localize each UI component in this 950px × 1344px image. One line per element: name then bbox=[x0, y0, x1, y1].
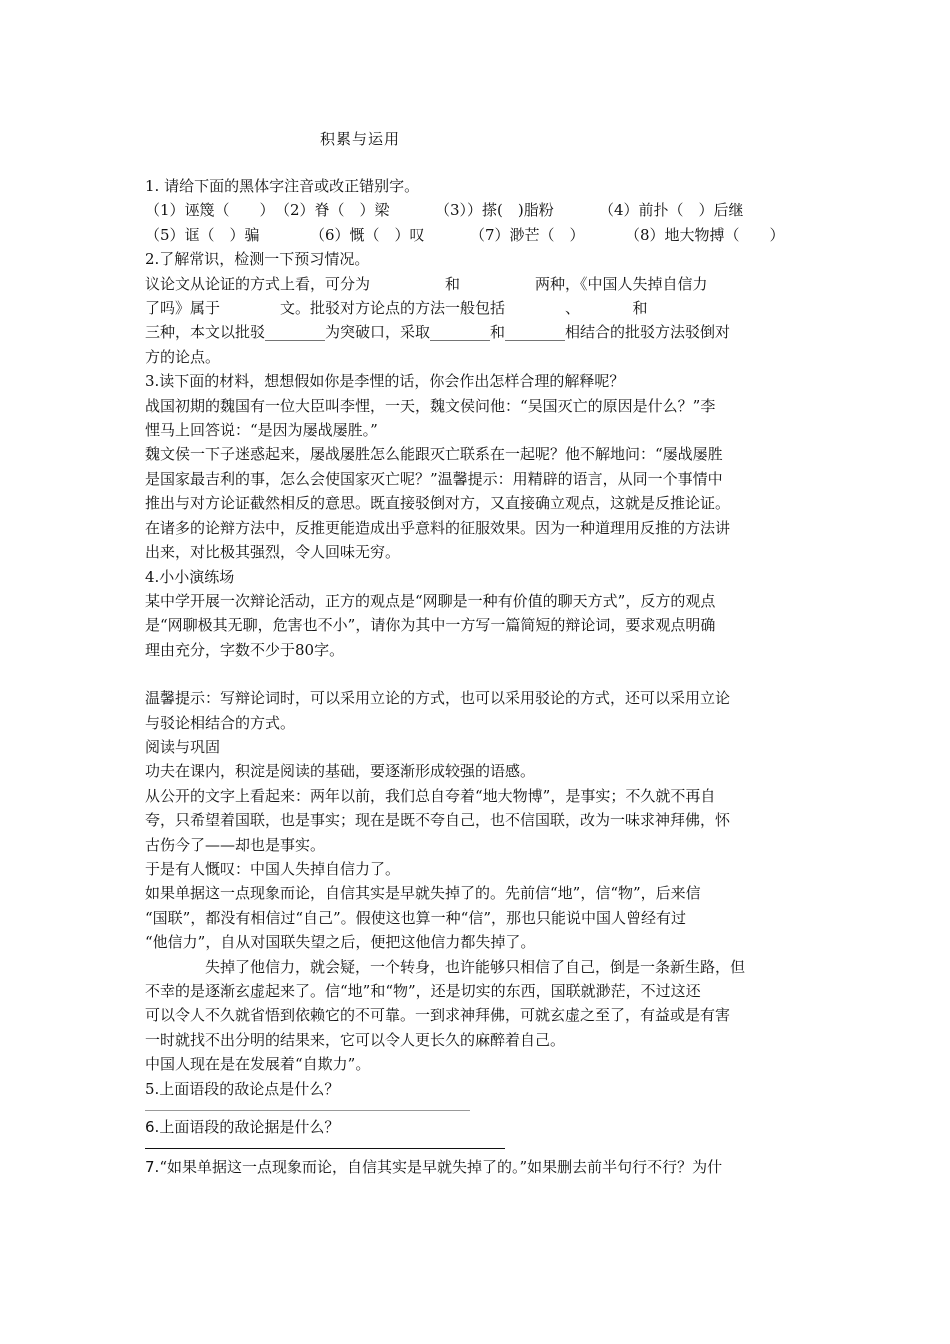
q2-line-1: 议论文从论证的方式上看，可分为 和 两种，《中国人失掉自信力 bbox=[145, 274, 708, 293]
tip-line-2: 与驳论相结合的方式。 bbox=[145, 713, 296, 732]
q2-line-2: 了吗》属于 文。批驳对方论点的方法一般包括 、 和 bbox=[145, 299, 648, 318]
paragraph-5-line-2: 不幸的是逐渐玄虚起来了。信“地”和“物”，还是切实的东西，国联就渺茫，不过这还 bbox=[145, 982, 701, 1000]
q1-option-2: （2）脊（ ）梁 bbox=[275, 201, 390, 220]
paragraph-4-line-2: “国联”，都没有相信过“自己”。假使这也算一种“信”，那也只能说中国人曾经有过 bbox=[145, 908, 687, 927]
q1-option-6: （6）慨（ ）叹 bbox=[310, 225, 425, 244]
paragraph-5-line-3: 可以令人不久就省悟到依赖它的不可靠。一到求神拜佛，可就玄虚之至了，有益或是有害 bbox=[145, 1006, 731, 1025]
q1-option-7: （7）渺芒（ ） bbox=[470, 225, 585, 244]
q1-option-4: （4）前扑（ ）后继 bbox=[599, 201, 744, 220]
q1-option-3: （3））搽( )脂粉 bbox=[435, 201, 554, 220]
paragraph-1: 功夫在课内，积淀是阅读的基础，要逐渐形成较强的语感。 bbox=[145, 762, 536, 781]
q3-line-4: 是国家最吉利的事，怎么会使国家灭亡呢？”温馨提示：用精辟的语言，从同一个事情中 bbox=[145, 469, 723, 488]
q7-number: 7. bbox=[145, 1158, 160, 1177]
section-heading-reading: 阅读与巩固 bbox=[145, 737, 221, 756]
blank-line bbox=[145, 662, 813, 686]
paragraph-5-line-4: 一时就找不出分明的结果来，它可以令人更长久的麻醉着自己。 bbox=[145, 1030, 566, 1049]
q4-line-1: 某中学开展一次辩论活动，正方的观点是“网聊是一种有价值的聊天方式”，反方的观点 bbox=[145, 591, 716, 610]
q3-line-5: 推出与对方论证截然相反的意思。既直接驳倒对方，又直接确立观点，这就是反推论证。 bbox=[145, 494, 731, 513]
paragraph-4-line-1: 如果单据这一点现象而论，自信其实是早就失掉了的。先前信“地”，信“物”，后来信 bbox=[145, 884, 701, 903]
q3-line-3: 魏文侯一下子迷惑起来，屡战屡胜怎么能跟灭亡联系在一起呢？他不解地问：“屡战屡胜 bbox=[145, 445, 723, 464]
question-2: 2.了解常识，检测一下预习情况。 bbox=[145, 250, 370, 269]
question-7 bbox=[145, 1155, 813, 1179]
q4-line-2: 是“网聊极其无聊，危害也不小”，请你为其中一方写一篇简短的辩论词，要求观点明确 bbox=[145, 616, 716, 635]
tip-line-1: 温馨提示：写辩论词时，可以采用立论的方式，也可以采用驳论的方式，还可以采用立论 bbox=[145, 689, 731, 708]
paragraph-3: 于是有人慨叹：中国人失掉自信力了。 bbox=[145, 859, 401, 878]
document-body bbox=[145, 174, 813, 1180]
answer-line-q6 bbox=[145, 1148, 505, 1149]
paragraph-5-line-1: 失掉了他信力，就会疑，一个转身，也许能够只相信了自己，倒是一条新生路，但 bbox=[205, 957, 746, 976]
question-4: 4.小小演练场 bbox=[145, 567, 235, 586]
q1-option-8: （8）地大物搏（ ） bbox=[625, 225, 785, 244]
paragraph-6: 中国人现在是在发展着“自欺力”。 bbox=[145, 1055, 371, 1074]
paragraph-2-line-2: 夸，只希望着国联，也是事实；现在是既不夸自己，也不信国联，改为一味求神拜佛，怀 bbox=[145, 811, 731, 830]
answer-line-q5 bbox=[145, 1110, 470, 1111]
paragraph-4-line-3: “他信力”，自从对国联失望之后，便把这他信力都失掉了。 bbox=[145, 933, 536, 952]
q6-text: 上面语段的敌论据是什么？ bbox=[159, 1118, 340, 1137]
question-3: 3.读下面的材料，想想假如你是李悝的话，你会作出怎样合理的解释呢？ bbox=[145, 372, 625, 391]
q4-line-3: 理由充分，字数不少于80字。 bbox=[145, 640, 345, 659]
q3-line-6: 在诸多的论辩方法中，反推更能造成出乎意料的征服效果。因为一种道理用反推的方法讲 bbox=[145, 518, 731, 537]
paragraph-2-line-1: 从公开的文字上看起来：两年以前，我们总自夸着“地大物博”，是事实；不久就不再自 bbox=[145, 786, 716, 805]
q3-line-1: 战国初期的魏国有一位大臣叫李悝，一天，魏文侯问他：“吴国灭亡的原因是什么？”李 bbox=[145, 396, 716, 415]
q1-options-row-1 bbox=[145, 198, 813, 222]
q1-option-5: （5）诓（ ）骗 bbox=[145, 225, 260, 244]
page-title: 积累与运用 bbox=[320, 130, 401, 148]
q3-line-2: 悝马上回答说：“是因为屡战屡胜。” bbox=[145, 421, 378, 440]
q7-text: “如果单据这一点现象而论，自信其实是早就失掉了的。”如果删去前半句行不行？为什 bbox=[159, 1158, 723, 1177]
paragraph-2-line-3: 古伤今了——却也是事实。 bbox=[145, 835, 326, 854]
q1-options-row-2 bbox=[145, 223, 813, 247]
question-1: 1. 请给下面的黑体字注音或改正错别字。 bbox=[145, 177, 420, 195]
question-5: 5.上面语段的敌论点是什么？ bbox=[145, 1079, 340, 1098]
q1-option-1: （1）诬篾（ ） bbox=[145, 201, 275, 220]
question-6 bbox=[145, 1115, 813, 1139]
q2-line-3: 三种，本文以批驳________为突破口，采取________和________相结合的批驳方法驳倒对 bbox=[145, 323, 731, 342]
q6-number: 6. bbox=[145, 1118, 160, 1137]
q3-line-7: 出来，对比极其强烈，令人回味无穷。 bbox=[145, 543, 401, 562]
q2-line-4: 方的论点。 bbox=[145, 347, 221, 366]
